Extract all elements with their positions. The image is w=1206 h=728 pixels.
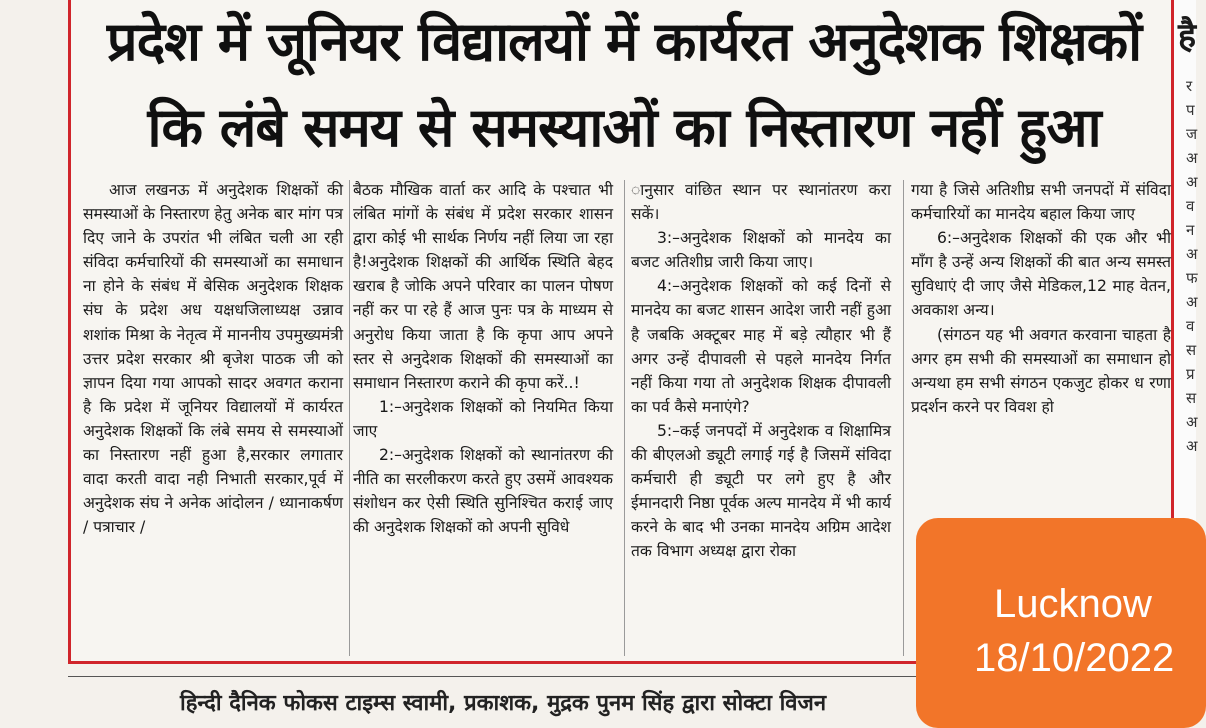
column-paragraph: 3:–अनुदेशक शिक्षकों को मानदेय का बजट अतिशीघ्र जारी किया जाए। — [631, 229, 891, 272]
column-paragraph: आज लखनऊ में अनुदेशक शिक्षकों की समस्याओं के निस्तारण हेतु अनेक बार मांग पत्र दिए जाने के उपरांत भी लंबित चली आ रही संविदा कर्मचारियों की समस्याओं का समाधान ना होने के संबंध में बेसिक अनुदेशक शिक्षक संघ के प्रदेश अध यक्षधजिलाध्यक्ष उन्नाव शशांक मिश्रा के नेतृत्व में माननीय उपमुख्यमंत्री उत्तर प्रदेश सरकार श्री बृजेश पाठक जी को ज्ञापन दिया गया आपको सादर अवगत कराना है कि प्रदेश में जूनियर विद्यालयों में कार्यरत अनुदेशक शिक्षकों कि लंबे समय से समस्याओं का निस्तारण नहीं हुआ है,सरकार लगातार वादा करती वादा नही निभाती सरकार,पूर्व में अनुदेशक संघ ने अनेक आंदोलन / ध्यानाकर्षण / पत्राचार / — [83, 181, 343, 537]
stamp-date: 18/10/2022 — [974, 636, 1175, 680]
article-column-2 — [353, 178, 613, 658]
column-paragraph: 2:–अनुदेशक शिक्षकों को स्थानांतरण की नीति का सरलीकरण करते हुए उसमें आवश्यक संशोधन कर ऐसी स्थिति सुनिश्चित कराई जाए की अनुदेशक शिक्षकों को अपनी सुविधे — [353, 446, 613, 537]
column-divider — [349, 180, 350, 656]
column-divider — [624, 180, 625, 656]
article-column-3 — [631, 178, 891, 658]
column-paragraph: 6:–अनुदेशक शिक्षकों की एक और भी माँग है उन्हें अन्य शिक्षकों की बात अन्य समस्त सुविधाएं दी जाए जैसे मेडिकल,12 माह वेतन, अवकाश अन्य। — [911, 229, 1171, 320]
headline-line-1: प्रदेश में जूनियर विद्यालयों में कार्यरत अनुदेशक शिक्षकों — [106, 10, 1142, 73]
column-paragraph: 1:–अनुदेशक शिक्षकों को नियमित किया जाए — [353, 397, 613, 440]
column-paragraph: बैठक मौखिक वार्ता कर आदि के पश्चात भी लंबित मांगों के संबंध में प्रदेश सरकार शासन द्वारा कोई भी सार्थक निर्णय नहीं लिया जा रहा है!अनुदेशक शिक्षकों की आर्थिक स्थिति बेहद खराब है जोकि अपने परिवार का पालन पोषण नहीं कर पा रहे हैं आज पुनः पत्र के माध्यम से अनुरोध किया जाता है कि कृपा आप अपने स्तर से अनुदेशक शिक्षकों की समस्याओं का समाधान निस्तारण कराने की कृपा करें..! — [353, 181, 613, 392]
column-paragraph: ानुसार वांछित स्थान पर स्थानांतरण करा सकें। — [631, 181, 891, 224]
column-divider — [903, 180, 904, 656]
article-column-1 — [83, 178, 343, 658]
column-paragraph: (संगठन यह भी अवगत करवाना चाहता है अगर हम सभी की समस्याओं का समाधान हो अन्यथा हम सभी संगठन एकजुट होकर ध रणा प्रदर्शन करने पर विवश हो — [911, 325, 1171, 416]
imprint-line: हिन्दी दैनिक फोकस टाइम्स स्वामी, प्रकाशक, मुद्रक पुनम सिंह द्वारा सोक्टा विजन — [180, 691, 827, 716]
adjacent-article-edge: है र प ज अ अ व न अ फ अ व स प्र स अ अ — [1174, 0, 1196, 716]
column-paragraph: 4:–अनुदेशक शिक्षकों को कई दिनों से मानदेय का बजट शासन आदेश जारी नहीं हुआ है जबकि अक्टूबर माह में बड़े त्यौहार भी हैं अगर उन्हें दीपावली से पहले मानदेय निर्गत नहीं किया गया तो अनुदेशक शिक्षक दीपावली का पर्व कैसे मनाएंगे? — [631, 277, 891, 416]
stamp-city: Lucknow — [994, 582, 1152, 626]
location-date-stamp — [916, 518, 1206, 728]
column-paragraph: गया है जिसे अतिशीघ्र सभी जनपदों में संविदा कर्मचारियों का मानदेय बहाल किया जाए — [911, 181, 1171, 224]
column-paragraph: 5:–कई जनपदों में अनुदेशक व शिक्षामित्र की बीएलओ ड्यूटी लगाई गई है जिसमें संविदा कर्मचारी ही ड्यूटी पर लगे हुए है और ईमानदारी निष्ठा पूर्वक अल्प मानदेय में भी कार्य करने के बाद भी उनका मानदेय अग्रिम आदेश तक विभाग अध्यक्ष द्वारा रोका — [631, 421, 891, 561]
headline-line-2: कि लंबे समय से समस्याओं का निस्तारण नहीं हुआ — [147, 96, 1101, 159]
page-margin — [0, 0, 68, 716]
